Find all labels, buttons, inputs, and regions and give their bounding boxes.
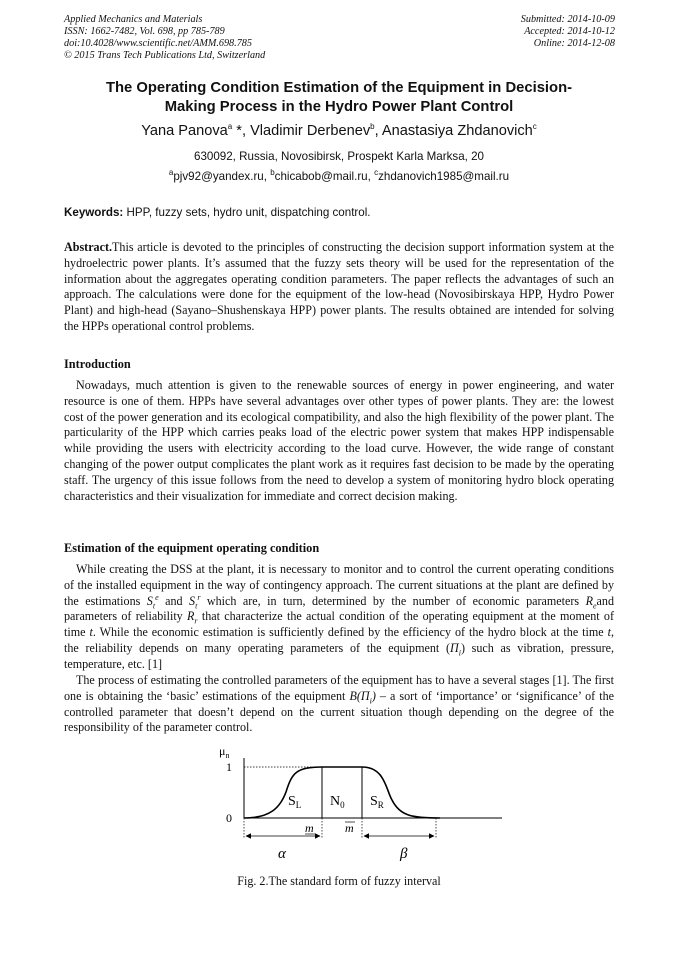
introduction-text: Nowadays, much attention is given to the renewable sources of energy in power engineering, and water resource is one of them. HPPs have several advantages over other types of power plants. They are: the lowest cost of the power generation and its ecological compatibility, and also the high flexibility of the power plant. The particularity of the HPP which carries peaks load of the electric power system that makes HPP indispensable while providing the users with electricity according to the load curve. However, the wide range of constant changing of the power output complicates the plant work as it requires fast decision to be made by the operating staff. The urgency of this issue follows from the need to develop a system of monitoring hydro block operating characteristics and their visualization for immediate and correct decision making. bbox=[64, 378, 614, 503]
abstract-label: Abstract. bbox=[64, 240, 113, 254]
label-alpha: α bbox=[278, 846, 286, 862]
abstract-text: This article is devoted to the principles of constructing the decision support information system at the hydroelectric power plants. It’s assumed that the fuzzy sets theory will be used for the representation of the information about the aggregates operating condition parameters. The paper reflects the advantages of such an approach. The calculations were done for the equipment of the low-head (Novosibirskaya HPP, Hydro Power Plant) and high-head (Sayano–Shushenskaya HPP) power plants. The results obtained are intended for solving the HPPs operational control problems. bbox=[64, 240, 614, 333]
author-emails: $^a$pjv92@yandex.ru, $^b$chicabob@mail.ru, $^c$zhdanovich1985@mail.ru bbox=[168, 168, 510, 183]
author-3: Anastasiya Zhdanovich bbox=[381, 123, 533, 139]
figure-caption: Fig. 2.The standard form of fuzzy interval bbox=[237, 874, 441, 888]
title-line-1: The Operating Condition Estimation of the Equipment in Decision- bbox=[105, 80, 573, 96]
y-axis-label: $\mu_n$ bbox=[219, 744, 230, 760]
label-sl: $S_L$ bbox=[288, 794, 302, 810]
email-1: pjv92@yandex.ru, bbox=[173, 170, 271, 183]
online-date: Online: 2014-12-08 bbox=[533, 38, 615, 49]
author-1: Yana Panova bbox=[141, 123, 228, 139]
tick-label-1: 1 bbox=[226, 760, 232, 774]
membership-curve bbox=[244, 767, 440, 818]
introduction-heading: Introduction bbox=[64, 357, 131, 371]
doi: doi:10.4028/www.scientific.net/AMM.698.785 bbox=[64, 38, 252, 49]
label-beta: β bbox=[400, 846, 408, 862]
accepted-date: Accepted: 2014-10-12 bbox=[524, 26, 615, 37]
copyright: © 2015 Trans Tech Publications Ltd, Switzerland bbox=[64, 50, 266, 61]
label-m-lower: m bbox=[305, 821, 314, 835]
authors: Yana Panova$^a$ *, Vladimir Derbenev$^b$, Anastasiya Zhdanovich$^c$ bbox=[141, 122, 537, 139]
keywords-label: Keywords: bbox=[64, 206, 124, 219]
title-line-2: Making Process in the Hydro Power Plant Control bbox=[164, 99, 514, 115]
keywords-text: HPP, fuzzy sets, hydro unit, dispatching control. bbox=[123, 206, 371, 219]
estimation-paragraph-1: While creating the DSS at the plant, it is necessary to monitor and to control the current operating conditions of the installed equipment in the way of contingency approach. The current situations at the plant are defined by the estimations $S_t^e$ and $S_t^r$ which are, in turn, determined by the number of economic parameters $R_eand$ parameters of reliability $R_r$ that characterize the actual condition of the operating equipment at the moment of time t. While the economic estimation is sufficiently defined by the efficiency of the hydro block at the time t, the reliability depends on many operating parameters of the equipment $(\Pi_i)$ such as vibration, pressure, temperature, etc. [1] bbox=[64, 562, 614, 671]
email-2: chicabob@mail.ru, bbox=[274, 170, 375, 183]
affiliation-address: 630092, Russia, Novosibirsk, Prospekt Karla Marksa, 20 bbox=[194, 150, 484, 163]
label-n0: $N_0$ bbox=[330, 794, 345, 810]
label-m-upper: m bbox=[345, 821, 354, 835]
journal-name: Applied Mechanics and Materials bbox=[64, 14, 203, 25]
tick-label-0: 0 bbox=[226, 811, 232, 825]
submitted-date: Submitted: 2014-10-09 bbox=[520, 14, 615, 25]
author-2: Vladimir Derbenev bbox=[250, 123, 371, 139]
label-sr: $S_R$ bbox=[370, 794, 384, 810]
estimation-heading: Estimation of the equipment operating condition bbox=[64, 541, 320, 555]
estimation-paragraph-2: The process of estimating the controlled parameters of the equipment has to have a several stages [1]. The first one is obtaining the ‘basic’ estimations of the equipment $B(\Pi_i)$ – a sort of ‘importance’ or ‘significance’ of the controlled parameter that doesn’t depend on the current situation though depending on the degree of the responsibility of the parameter control. bbox=[64, 673, 614, 735]
issn: ISSN: 1662-7482, Vol. 698, pp 785-789 bbox=[64, 26, 225, 37]
email-3: zhdanovich1985@mail.ru bbox=[378, 170, 510, 183]
